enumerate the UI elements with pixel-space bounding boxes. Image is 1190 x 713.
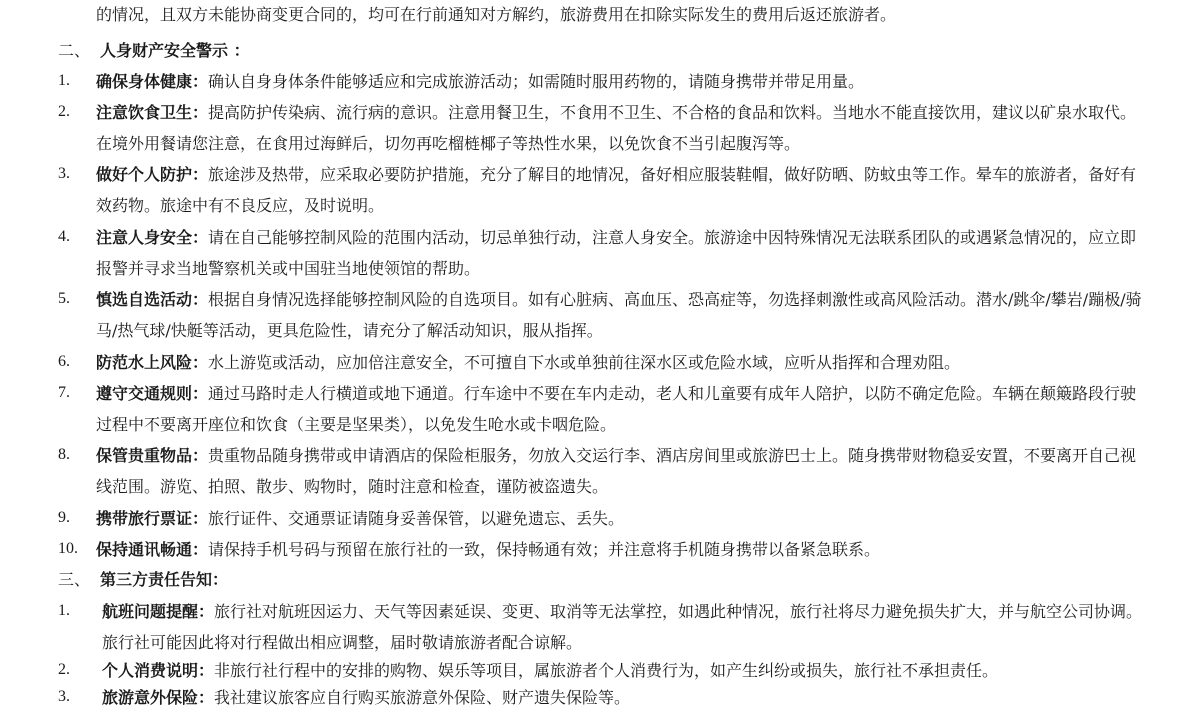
item-text: 确认自身身体条件能够适应和完成旅游活动；如需随时服用药物的，请随身携带并带足用量。	[208, 72, 865, 91]
item-number: 1.	[58, 72, 70, 89]
item-number: 1.	[58, 602, 70, 619]
item-number: 2.	[58, 103, 70, 120]
section-2-heading	[58, 40, 250, 62]
item-title: 携带旅行票证：	[96, 509, 209, 528]
section-3-title: 第三方责任告知：	[100, 570, 229, 589]
item-title: 确保身体健康：	[96, 72, 209, 91]
section-2-title: 人身财产安全警示 ：	[100, 41, 250, 60]
item-title: 注意饮食卫生：	[96, 103, 209, 122]
item-text: 旅途涉及热带，应采取必要防护措施，充分了解目的地情况，备好相应服装鞋帽，做好防晒、防蚊虫等工作。晕车的旅游者，备好有效药物。旅途中有不良反应，及时说明。	[96, 165, 1137, 215]
item-title: 做好个人防护：	[96, 165, 209, 184]
item-title: 遵守交通规则：	[96, 384, 209, 403]
item-number: 3.	[58, 165, 70, 182]
item-number: 7.	[58, 384, 70, 401]
item-text: 旅行社对航班因运力、天气等因素延误、变更、取消等无法掌控，如遇此种情况，旅行社将尽力避免损失扩大，并与航空公司协调。旅行社可能因此将对行程做出相应调整，届时敬请旅游者配合谅解。	[102, 602, 1143, 652]
item-text: 非旅行社行程中的安排的购物、娱乐等项目，属旅游者个人消费行为，如产生纠纷或损失，旅行社不承担责任。	[214, 661, 999, 680]
item-number: 10.	[58, 540, 78, 557]
item-title: 慎选自选活动：	[96, 290, 209, 309]
item-title: 旅游意外保险：	[102, 688, 215, 707]
item-text: 请保持手机号码与预留在旅行社的一致，保持畅通有效；并注意将手机随身携带以备紧急联系。	[208, 540, 881, 559]
item-number: 2.	[58, 661, 70, 678]
item-text: 贵重物品随身携带或申请酒店的保险柜服务，勿放入交运行李、酒店房间里或旅游巴士上。随身携带财物稳妥安置，不要离开自己视线范围。游览、拍照、散步、购物时，随时注意和检查，谨防被盗遗失。	[96, 446, 1137, 496]
item-title: 个人消费说明：	[102, 661, 215, 680]
section-3-heading	[58, 569, 228, 591]
intro-paragraph-tail: 的情况，且双方未能协商变更合同的，均可在行前通知对方解约，旅游费用在扣除实际发生的费用后返还旅游者。	[96, 5, 897, 24]
item-number: 9.	[58, 509, 70, 526]
item-number: 6.	[58, 353, 70, 370]
section-3-number: 三、	[58, 570, 91, 589]
item-number: 4.	[58, 228, 70, 245]
item-text: 旅行证件、交通票证请随身妥善保管，以避免遗忘、丢失。	[208, 509, 625, 528]
item-title: 航班问题提醒：	[102, 602, 215, 621]
item-text: 提高防护传染病、流行病的意识。注意用餐卫生，不食用不卫生、不合格的食品和饮料。当地水不能直接饮用，建议以矿泉水取代。在境外用餐请您注意，在食用过海鲜后，切勿再吃榴梿椰子等热性水果，以免饮食不当引起腹泻等。	[96, 103, 1137, 153]
item-text: 我社建议旅客应自行购买旅游意外保险、财产遗失保险等。	[214, 688, 631, 707]
item-title: 注意人身安全：	[96, 228, 209, 247]
item-title: 保管贵重物品：	[96, 446, 209, 465]
item-number: 5.	[58, 290, 70, 307]
item-text: 根据自身情况选择能够控制风险的自选项目。如有心脏病、高血压、恐高症等，勿选择刺激性或高风险活动。潜水/跳伞/攀岩/蹦极/骑马/热气球/快艇等活动，更具危险性，请充分了解活动知识，服从指挥。	[96, 290, 1142, 340]
item-text: 请在自己能够控制风险的范围内活动，切忌单独行动，注意人身安全。旅游途中因特殊情况无法联系团队的或遇紧急情况的，应立即报警并寻求当地警察机关或中国驻当地使领馆的帮助。	[96, 228, 1137, 278]
item-number: 3.	[58, 688, 70, 705]
item-title: 保持通讯畅通：	[96, 540, 209, 559]
item-number: 8.	[58, 446, 70, 463]
section-2-number: 二、	[58, 41, 91, 60]
item-text: 通过马路时走人行横道或地下通道。行车途中不要在车内走动，老人和儿童要有成年人陪护，以防不确定危险。车辆在颠簸路段行驶过程中不要离开座位和饮食（主要是坚果类），以免发生呛水或卡咽危险。	[96, 384, 1137, 434]
item-title: 防范水上风险：	[96, 353, 209, 372]
item-text: 水上游览或活动，应加倍注意安全，不可擅自下水或单独前往深水区或危险水域，应听从指挥和合理劝阻。	[208, 353, 961, 372]
